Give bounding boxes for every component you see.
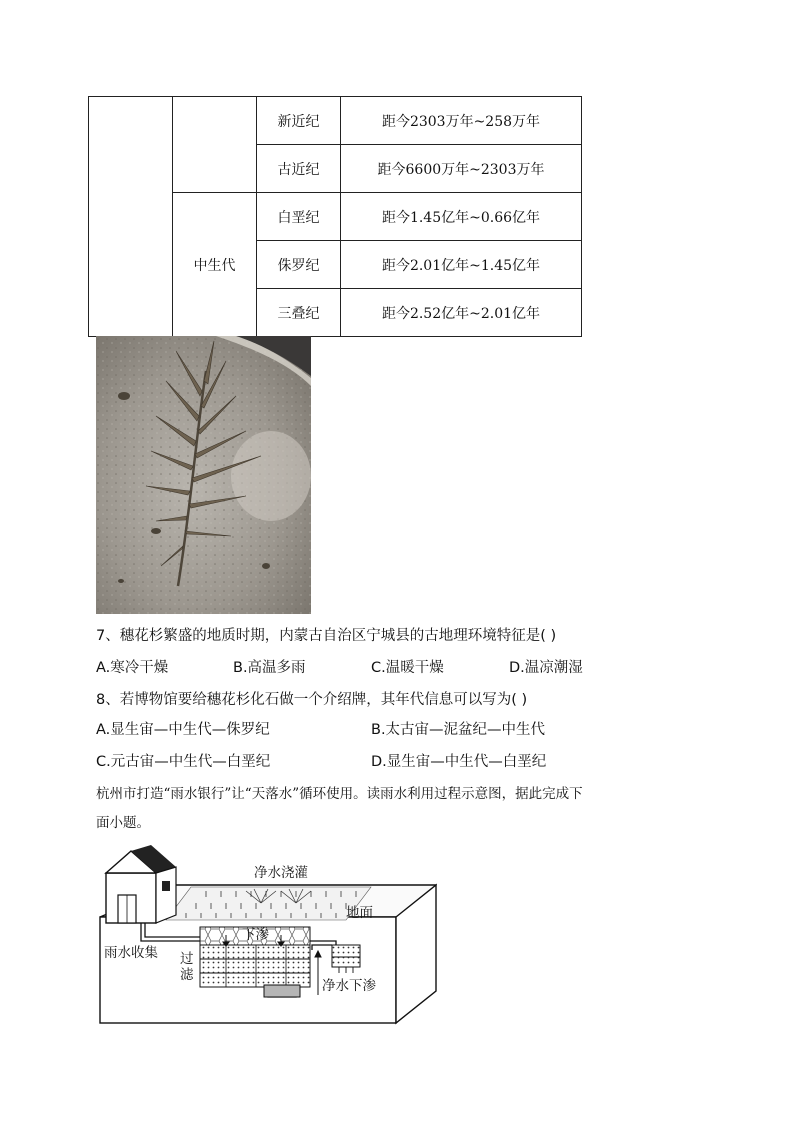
geologic-time-table bbox=[88, 96, 582, 337]
question-8-option-b: B.太古宙—泥盆纪—中生代 bbox=[371, 722, 546, 738]
label-irrigation: 净水浇灌 bbox=[254, 865, 308, 881]
period-cell: 侏罗纪 bbox=[257, 241, 341, 289]
question-8-stem: 8、若博物馆要给穗花杉化石做一个介绍牌，其年代信息可以写为( ) bbox=[96, 692, 528, 708]
question-8-option-d: D.显生宙—中生代—白垩纪 bbox=[371, 754, 547, 770]
period-cell: 三叠纪 bbox=[257, 289, 341, 337]
label-rain-collection: 雨水收集 bbox=[104, 945, 158, 961]
question-7-option-d: D.温凉潮湿 bbox=[509, 660, 583, 676]
rainwater-diagram bbox=[96, 845, 440, 1027]
eon-cell bbox=[89, 97, 173, 337]
period-cell: 白垩纪 bbox=[257, 193, 341, 241]
range-cell: 距今2.01亿年~1.45亿年 bbox=[341, 241, 582, 289]
fossil-photo bbox=[96, 336, 311, 614]
question-7-option-c: C.温暖干燥 bbox=[371, 660, 444, 676]
label-filter-2: 滤 bbox=[180, 967, 194, 983]
range-cell: 距今1.45亿年~0.66亿年 bbox=[341, 193, 582, 241]
label-ground: 地面 bbox=[346, 905, 373, 921]
intro-line-2: 面小题。 bbox=[96, 815, 150, 831]
era-cell-cenozoic bbox=[173, 97, 257, 193]
question-8-option-c: C.元古宙—中生代—白垩纪 bbox=[96, 754, 271, 770]
period-cell: 古近纪 bbox=[257, 145, 341, 193]
label-seepage: 下渗 bbox=[242, 927, 269, 943]
question-7-option-b: B.高温多雨 bbox=[233, 660, 306, 676]
question-8-option-a: A.显生宙—中生代—侏罗纪 bbox=[96, 722, 270, 738]
range-cell: 距今6600万年~2303万年 bbox=[341, 145, 582, 193]
label-clean-seepage: 净水下渗 bbox=[322, 978, 376, 994]
era-cell-mesozoic: 中生代 bbox=[173, 193, 257, 337]
house-icon bbox=[106, 845, 176, 923]
range-cell: 距今2303万年~258万年 bbox=[341, 97, 582, 145]
label-filter-1: 过 bbox=[180, 951, 194, 967]
intro-line-1: 杭州市打造“雨水银行”让“天落水”循环使用。读雨水利用过程示意图，据此完成下 bbox=[96, 786, 583, 802]
question-7-option-a: A.寒冷干燥 bbox=[96, 660, 169, 676]
table-row bbox=[89, 97, 582, 145]
question-7-stem: 7、穗花杉繁盛的地质时期，内蒙古自治区宁城县的古地理环境特征是( ) bbox=[96, 628, 557, 644]
period-cell: 新近纪 bbox=[257, 97, 341, 145]
range-cell: 距今2.52亿年~2.01亿年 bbox=[341, 289, 582, 337]
